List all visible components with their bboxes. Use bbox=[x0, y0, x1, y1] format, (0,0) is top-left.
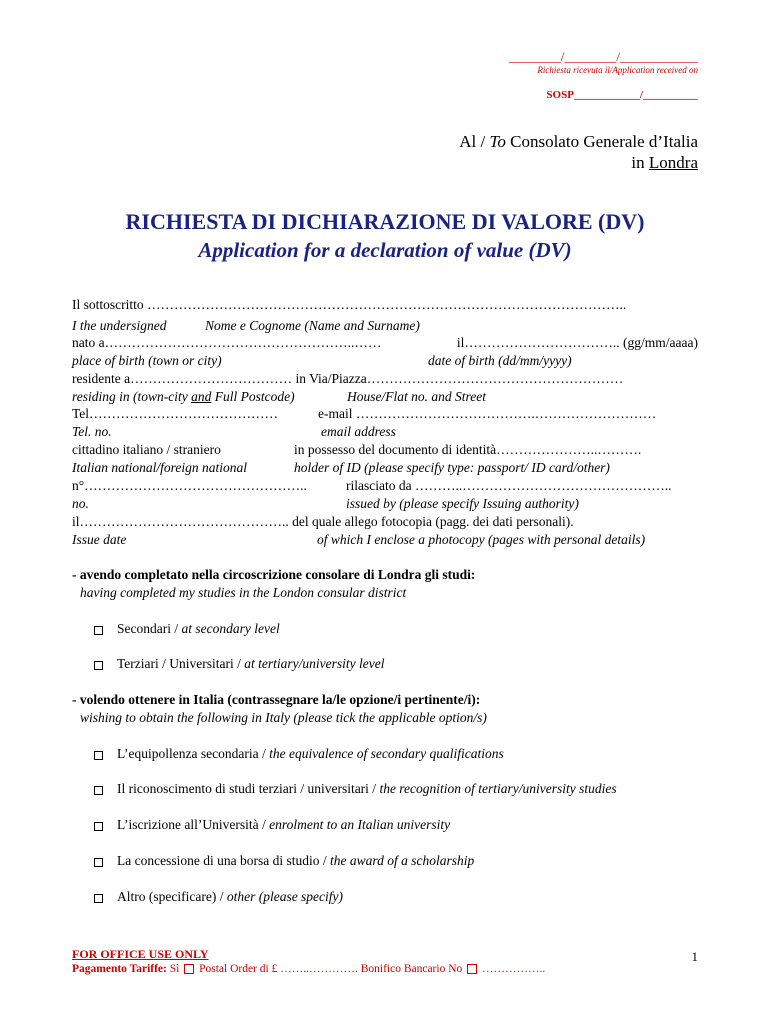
issue-date-label-en: Issue date bbox=[72, 532, 127, 547]
studies-heading: - avendo completato nella circoscrizione consolare di Londra gli studi: bbox=[72, 567, 476, 582]
page-number: 1 bbox=[691, 949, 698, 964]
birthdate-field[interactable]: il…………………………….. (gg/mm/aaaa) bbox=[456, 335, 698, 350]
undersigned-field[interactable]: Il sottoscritto …………………………………………………………………………………………….. bbox=[72, 297, 627, 312]
recognition-label: Il riconoscimento di studi terziari / universitari / the recognition of tertiary/university studies bbox=[117, 781, 617, 796]
sosp-slots: ____________/__________ bbox=[573, 89, 698, 101]
issued-by-field[interactable]: rilasciato da ………..……………………………………….. bbox=[346, 478, 672, 493]
requests-heading-en: wishing to obtain the following in Italy (please tick the applicable option/s) bbox=[80, 710, 487, 725]
recognition-checkbox[interactable] bbox=[94, 786, 103, 795]
fees-line: Pagamento Tariffe: Sì Postal Order di £ ……..…………. Bonifico Bancario No …………….. bbox=[72, 963, 546, 975]
consulate-address-line1: Al / To Consolato Generale d’Italia bbox=[459, 132, 698, 151]
birthplace-label-en: place of birth (town or city) bbox=[72, 353, 222, 368]
equivalence-label: L’equipollenza secondaria / the equivalence of secondary qualifications bbox=[117, 746, 504, 761]
enrolment-checkbox[interactable] bbox=[94, 822, 103, 831]
received-label: Richiesta ricevuta il/Application received on bbox=[537, 65, 698, 75]
id-number-field[interactable]: n°………………………………………….. bbox=[72, 478, 307, 493]
citizenship-label-en: Italian national/foreign national bbox=[72, 460, 247, 475]
residence-field[interactable]: residente a……………………………… in Via/Piazza………………………………………………… bbox=[72, 371, 624, 386]
page-title-it: RICHIESTA DI DICHIARAZIONE DI VALORE (DV) bbox=[125, 209, 645, 234]
id-number-label-en: no. bbox=[72, 496, 89, 511]
other-checkbox[interactable] bbox=[94, 894, 103, 903]
scholarship-label: La concessione di una borsa di studio / the award of a scholarship bbox=[117, 853, 475, 868]
tel-label-en: Tel. no. bbox=[72, 424, 112, 439]
requests-heading: - volendo ottenere in Italia (contrassegnare la/le opzione/i pertinente/i): bbox=[72, 692, 481, 707]
street-label-en: House/Flat no. and Street bbox=[347, 389, 486, 404]
studies-heading-en: having completed my studies in the London consular district bbox=[80, 585, 407, 600]
office-use-heading: FOR OFFICE USE ONLY bbox=[72, 947, 209, 961]
birthplace-field[interactable]: nato a………………………………………………..…… bbox=[72, 335, 382, 350]
email-label-en: email address bbox=[321, 424, 396, 439]
scholarship-checkbox[interactable] bbox=[94, 858, 103, 867]
issue-date-field[interactable]: il……………………………………….. del quale allego fotocopia (pagg. dei dati personali). bbox=[72, 514, 574, 529]
tel-field[interactable]: Tel…………………………………… bbox=[72, 406, 279, 421]
birthdate-label-en: date of birth (dd/mm/yyyy) bbox=[428, 353, 572, 368]
enrolment-label: L’iscrizione all’Università / enrolment to an Italian university bbox=[117, 817, 451, 832]
studies-tertiary-checkbox[interactable] bbox=[94, 661, 103, 670]
citizenship-field[interactable]: cittadino italiano / straniero bbox=[72, 442, 221, 457]
equivalence-checkbox[interactable] bbox=[94, 751, 103, 760]
fees-label: Pagamento Tariffe: bbox=[72, 963, 167, 975]
received-date-slots: ________/________/____________ bbox=[508, 49, 698, 64]
sosp-label: SOSP bbox=[546, 89, 574, 101]
page-title-en: Application for a declaration of value (DV) bbox=[198, 238, 572, 262]
id-document-field[interactable]: in possesso del documento di identità…………………..………. bbox=[294, 442, 642, 457]
issued-by-label-en: issued by (please specify Issuing authority) bbox=[346, 496, 579, 511]
studies-tertiary-label: Terziari / Universitari / at tertiary/university level bbox=[117, 656, 385, 671]
enclose-label-en: of which I enclose a photocopy (pages with personal details) bbox=[317, 532, 646, 547]
studies-secondary-checkbox[interactable] bbox=[94, 626, 103, 635]
undersigned-label-en: I the undersigned bbox=[72, 318, 167, 333]
residence-label-en: residing in (town-city and Full Postcode) bbox=[72, 389, 295, 404]
name-label-en: Nome e Cognome (Name and Surname) bbox=[205, 318, 420, 333]
fee-no-checkbox[interactable] bbox=[467, 964, 477, 974]
id-document-label-en: holder of ID (please specify type: passport/ ID card/other) bbox=[294, 460, 610, 475]
sosp-field bbox=[546, 89, 698, 101]
consulate-address-line2: in Londra bbox=[631, 153, 698, 172]
other-label: Altro (specificare) / other (please specify) bbox=[117, 889, 344, 904]
studies-secondary-label: Secondari / at secondary level bbox=[117, 621, 280, 636]
email-field[interactable]: e-mail ………………………………….……………………… bbox=[318, 406, 657, 421]
fee-yes-checkbox[interactable] bbox=[184, 964, 194, 974]
